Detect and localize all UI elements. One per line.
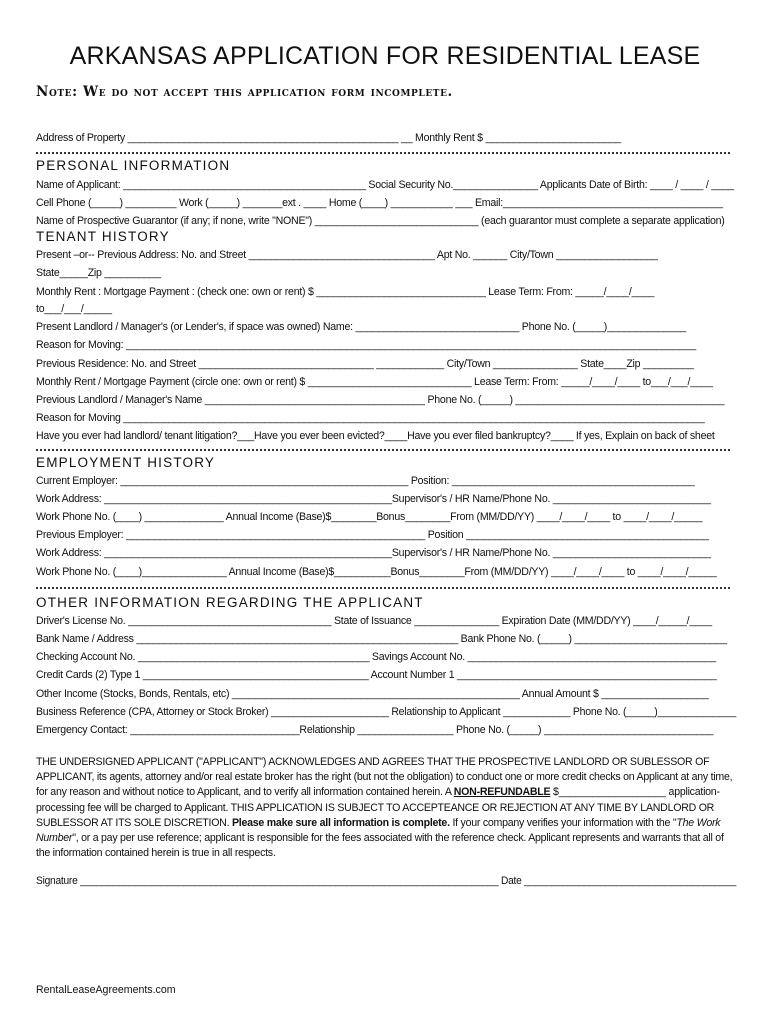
section-divider (36, 587, 730, 589)
heading-tenant-history: TENANT HISTORY (36, 229, 170, 244)
present-landlord-line[interactable]: Present Landlord / Manager's (or Lender's, if space was owned) Name: _____________________________ Phone No. (_____)______________ (36, 321, 687, 333)
work-phone-income-line[interactable]: Work Phone No. (____) ______________ Annual Income (Base)$________Bonus________From (MM/DD/YY) ____/____/____ to ____/____/_____ (36, 511, 703, 523)
previous-work-phone-line[interactable]: Work Phone No. (____)_______________ Annual Income (Base)$__________Bonus________From (MM/DD/YY) ____/____/____ to ____/____/_____ (36, 566, 717, 578)
ack-text-2: $___________________ application-processing fee will be charged to Applicant. THIS APPLICATION IS SUBJECT TO ACCEPTEANCE OR REJECTION AT ANY TIME BY LANDLORD OR SUBLESSOR AT ITS SOLE DISCRETION. (36, 786, 720, 829)
complete-info-warning: Please make sure all information is complete. (231, 816, 450, 829)
state-zip-line[interactable]: State_____Zip __________ (36, 267, 161, 279)
work-address-line[interactable]: Work Address: ___________________________________________________Supervisor's / HR Name/Phone No. ____________________________ (36, 493, 711, 505)
phone-email-line[interactable]: Cell Phone (_____) _________ Work (_____) _______ext . ____ Home (____) ___________ ___ Email:_______________________________________ (36, 197, 723, 209)
previous-rent-line[interactable]: Monthly Rent / Mortgage Payment (circle one: own or rent) $ _____________________________ Lease Term: From: _____/____/____ to___/___/____ (36, 376, 713, 388)
applicant-name-line[interactable]: Name of Applicant: ___________________________________________ Social Security No._______________ Applicants Date of Birth: ____ / ____ / ____ (36, 179, 734, 191)
ack-text-3: If your company verifies your information with the " (449, 816, 677, 829)
previous-landlord-line[interactable]: Previous Landlord / Manager's Name _______________________________________ Phone No. (_____) _____________________________________ (36, 394, 725, 406)
emergency-contact-line[interactable]: Emergency Contact: ______________________________Relationship _________________ Phone No. (_____) ______________________________ (36, 724, 714, 736)
incomplete-notice: Note: We do not accept this application form incomplete. (36, 84, 453, 100)
heading-employment-history: EMPLOYMENT HISTORY (36, 455, 216, 470)
previous-reason-line[interactable]: Reason for Moving _______________________________________________________________________________________________________ (36, 412, 705, 424)
document-title: ARKANSAS APPLICATION FOR RESIDENTIAL LEASE (69, 42, 701, 70)
property-address-line[interactable]: Address of Property ________________________________________________ __ Monthly Rent $ ________________________ (36, 132, 621, 144)
ack-text-4: ", or a pay per use reference; applicant is responsible for the fees associated with the reference check. Applicant represents and warrants that all of the information contained herein is true in all respects. (36, 832, 724, 860)
section-divider (36, 152, 730, 154)
lease-term-to-line[interactable]: to___/___/_____ (36, 303, 112, 315)
non-refundable-label: NON-REFUNDABLE (453, 786, 551, 799)
previous-employer-line[interactable]: Previous Employer: _____________________________________________________ Position ___________________________________________ (36, 529, 709, 541)
previous-work-address-line[interactable]: Work Address: ___________________________________________________Supervisor's / HR Name/Phone No. ____________________________ (36, 547, 711, 559)
credit-cards-line[interactable]: Credit Cards (2) Type 1 ________________________________________ Account Number 1 ______________________________________________ (36, 669, 717, 681)
signature-date-line[interactable]: Signature _____________________________________________________________________________ Date _______________________________________ (36, 875, 736, 887)
present-address-line[interactable]: Present –or-- Previous Address: No. and Street _________________________________ Apt No. ______ City/Town __________________ (36, 249, 658, 261)
acknowledgement-paragraph (36, 755, 736, 861)
ack-text-1: THE UNDERSIGNED APPLICANT ("APPLICANT") ACKNOWLEDGES AND AGREES THAT THE PROSPECTIVE LANDLORD OR SUBLESSOR OF APPLICANT, its agents, attorney and/or real estate broker has the right (but not the obligation) to conduct one or more credit checks on Applicant at any time, for any reason and without notice to Applicant, and to verify all information contained herein. A (36, 756, 733, 799)
business-reference-line[interactable]: Business Reference (CPA, Attorney or Stock Broker) _____________________ Relationship to Applicant ____________ Phone No. (_____)______________ (36, 706, 736, 718)
other-income-line[interactable]: Other Income (Stocks, Bonds, Rentals, etc) ___________________________________________________ Annual Amount $ ___________________ (36, 688, 709, 700)
heading-personal-information: PERSONAL INFORMATION (36, 158, 231, 173)
heading-other-information: OTHER INFORMATION REGARDING THE APPLICANT (36, 595, 424, 610)
drivers-license-line[interactable]: Driver's License No. ____________________________________ State of Issuance _______________ Expiration Date (MM/DD/YY) ____/_____/____ (36, 615, 712, 627)
reason-for-moving-line[interactable]: Reason for Moving: _____________________________________________________________________________________________________ (36, 339, 696, 351)
footer-website: RentalLeaseAgreements.com (36, 984, 176, 996)
work-number-name: The Work Number (36, 816, 721, 845)
litigation-question-line[interactable]: Have you ever had landlord/ tenant litigation?___Have you ever been evicted?____Have you ever filed bankruptcy?____ If yes, Explain on back of sheet (36, 430, 715, 442)
previous-residence-line[interactable]: Previous Residence: No. and Street _______________________________ ____________ City/Town _______________ State____Zip _________ (36, 358, 694, 370)
monthly-rent-line[interactable]: Monthly Rent : Mortgage Payment : (check one: own or rent) $ ______________________________ Lease Term: From: _____/____/____ (36, 286, 655, 298)
current-employer-line[interactable]: Current Employer: ___________________________________________________ Position: ___________________________________________ (36, 475, 695, 487)
bank-line[interactable]: Bank Name / Address _________________________________________________________ Bank Phone No. (_____) ___________________________ (36, 633, 727, 645)
guarantor-line[interactable]: Name of Prospective Guarantor (if any; if none, write "NONE") _____________________________ (each guarantor must complete a separate application) (36, 215, 725, 227)
accounts-line[interactable]: Checking Account No. _________________________________________ Savings Account No. ____________________________________________ (36, 651, 716, 663)
section-divider (36, 449, 730, 451)
